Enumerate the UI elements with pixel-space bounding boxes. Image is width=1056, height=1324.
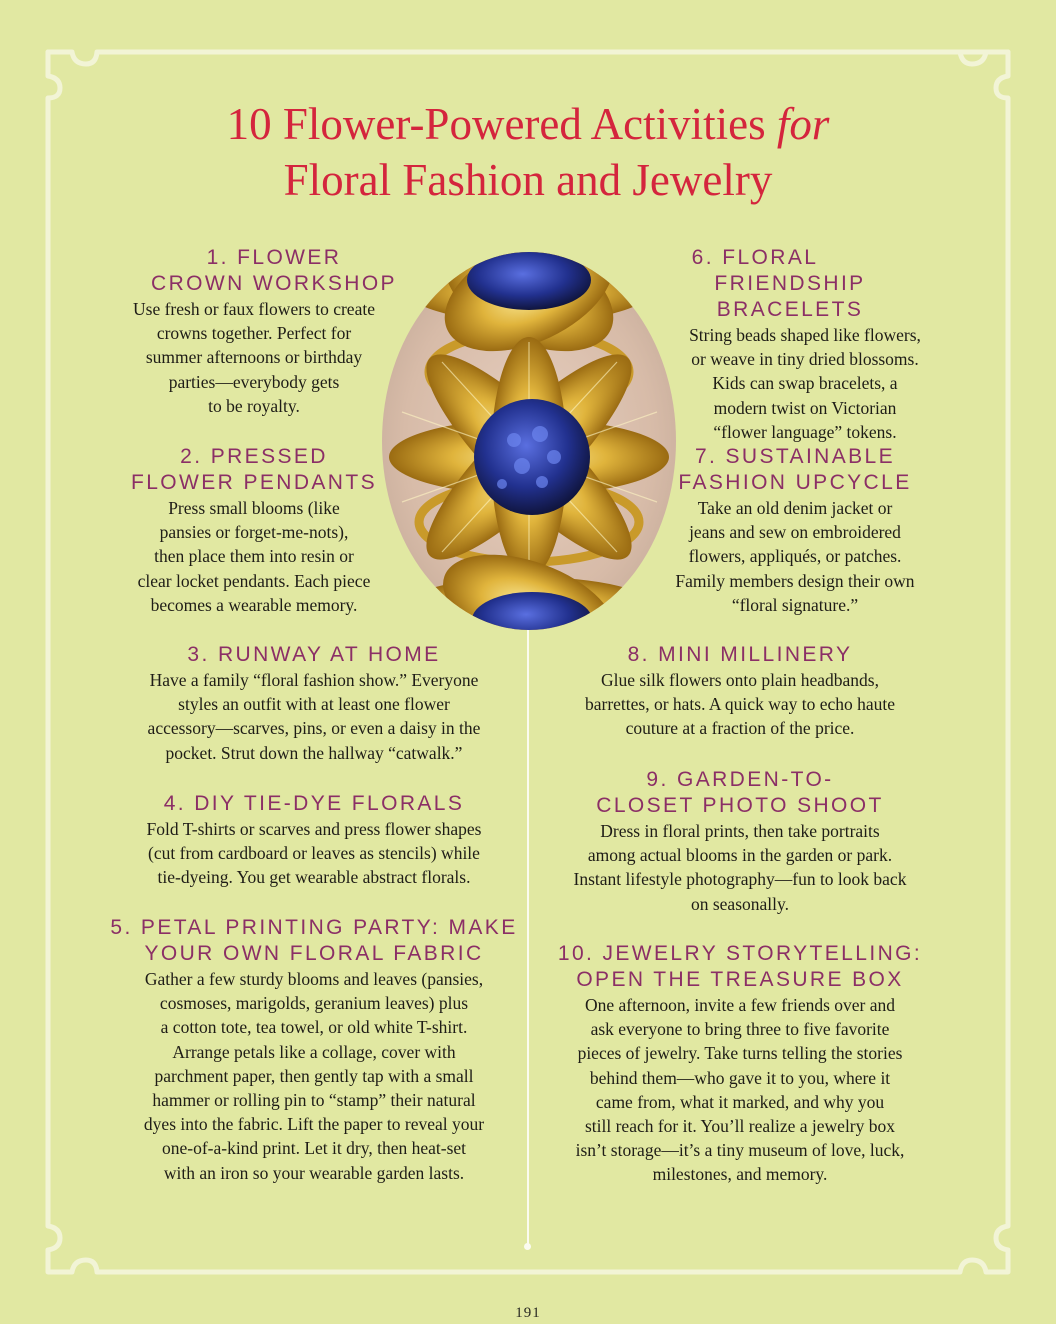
activity-6 [640, 245, 940, 444]
activity-heading: 1. FLOWER CROWN WORKSHOP [151, 246, 397, 295]
activity-heading: 3. RUNWAY AT HOME [187, 643, 441, 666]
activity-heading: 2. PRESSED FLOWER PENDANTS [130, 445, 378, 494]
activity-description: Press small blooms (like pansies or forget-me-nots), then place them into resin or clear locket pendants. Each piece becomes a wearable memory. [137, 498, 371, 615]
activity-heading: 9. GARDEN-TO- CLOSET PHOTO SHOOT [596, 768, 884, 817]
page-number: 191 [515, 1305, 541, 1321]
activity-heading: 10. JEWELRY STORYTELLING: OPEN THE TREASURE BOX [557, 942, 923, 991]
activity-4 [104, 791, 524, 890]
activity-description: One afternoon, invite a few friends over and ask everyone to bring three to five favorite pieces of jewelry. Take turns telling the stories behind them—who gave it to you, where it came from, what it marked, and why you still reach for it. You’ll realize a jewelry box isn’t storage—it’s a tiny museum of love, luck, milestones, and memory. [575, 995, 905, 1185]
activity-description: Gather a few sturdy blooms and leaves (pansies, cosmoses, marigolds, geranium leaves) plus a cotton tote, tea towel, or old white T-shirt. Arrange petals like a collage, cover with parchment paper, then gently tap with a small hammer or rolling pin to “stamp” their natural dyes into the fabric. Lift the paper to reveal your one-of-a-kind print. Let it dry, then heat-set with an iron so your wearable garden lasts. [143, 969, 485, 1183]
activity-description: Use fresh or faux flowers to create crowns together. Perfect for summer afternoons or birthday parties—everybody gets to be royalty. [133, 299, 375, 416]
jewelry-photo-oval [382, 252, 676, 630]
activity-heading: 7. SUSTAINABLE FASHION UPCYCLE [678, 445, 912, 494]
activity-description: Take an old denim jacket or jeans and sew on embroidered flowers, appliqués, or patches. Family members design their own “floral signature.” [675, 498, 915, 615]
activity-heading: 6. FLORAL FRIENDSHIP BRACELETS [691, 246, 866, 321]
activity-10 [535, 941, 945, 1187]
activity-description: Glue silk flowers onto plain headbands, barrettes, or hats. A quick way to echo haute couture at a fraction of the price. [584, 670, 896, 739]
activity-2 [104, 444, 404, 617]
activity-heading: 4. DIY TIE-DYE FLORALS [163, 792, 465, 815]
activity-8 [535, 642, 945, 741]
activity-1 [104, 245, 404, 418]
gold-sapphire-brooch-illustration [382, 252, 676, 630]
column-divider-end-dot [524, 1243, 531, 1250]
activity-5 [104, 915, 524, 1185]
activity-9 [535, 767, 945, 916]
activity-description: String beads shaped like flowers, or weave in tiny dried blossoms. Kids can swap bracelets, a modern twist on Victorian “flower language” tokens. [689, 325, 921, 442]
title-line-1: 10 Flower-Powered Activities for [226, 99, 830, 149]
activity-description: Dress in floral prints, then take portraits among actual blooms in the garden or park. Instant lifestyle photography—fun to look back on seasonally. [573, 821, 907, 914]
title-line-2: Floral Fashion and Jewelry [283, 155, 773, 205]
page-title [0, 96, 1056, 208]
activity-description: Have a family “floral fashion show.” Everyone styles an outfit with at least one flower accessory—scarves, pins, or even a daisy in the pocket. Strut down the hallway “catwalk.” [147, 670, 481, 763]
column-divider [527, 620, 529, 1245]
activity-heading: 5. PETAL PRINTING PARTY: MAKE YOUR OWN FLORAL FABRIC [110, 916, 518, 965]
title-italic-word: for [776, 99, 830, 149]
activity-description: Fold T-shirts or scarves and press flower shapes (cut from cardboard or leaves as stencils) while tie-dyeing. You get wearable abstract florals. [146, 819, 482, 888]
activity-7 [650, 444, 940, 617]
activity-3 [104, 642, 524, 765]
activity-heading: 8. MINI MILLINERY [627, 643, 853, 666]
